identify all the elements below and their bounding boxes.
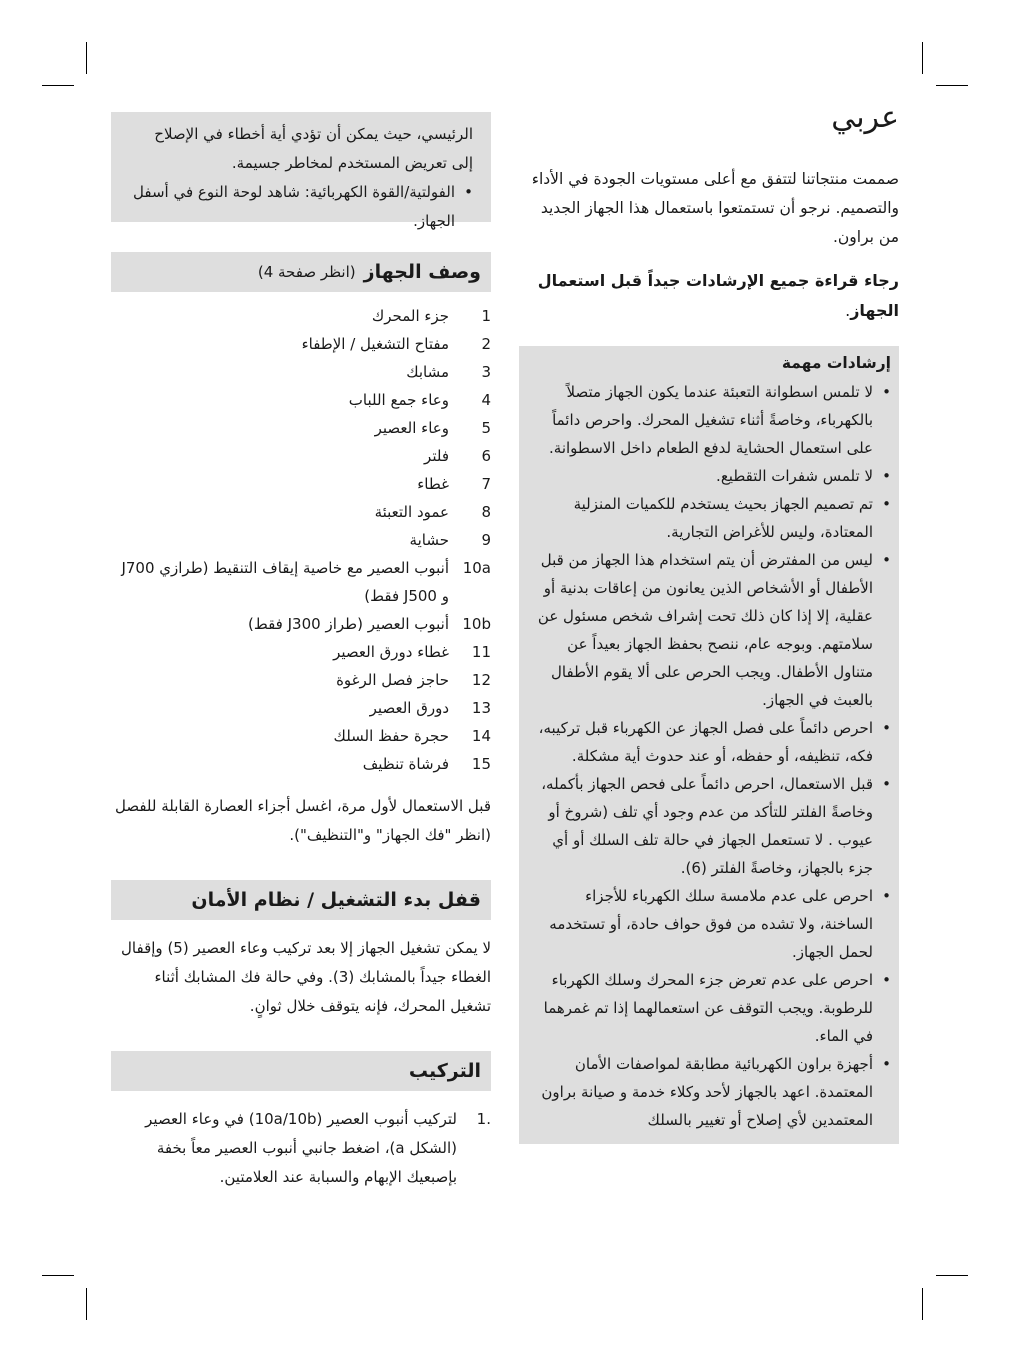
part-label: حجرة حفظ السلك — [333, 727, 449, 745]
part-label: وعاء جمع اللباب — [348, 391, 449, 409]
list-item: • قبل الاستعمال، احرص دائماً على فحص الجهاز بأكمله، وخاصةً الفلتر للتأكد من عدم وجود أي تلف (شروخ أو عيوب . لا تستعمل الجهاز في حالة تلف السلك أو أي جزء بالجهاز، وخاصةً الفلتر (6). — [527, 770, 891, 882]
part-number: 14 — [471, 727, 491, 745]
assembly-heading — [111, 1051, 491, 1091]
continued-list — [129, 178, 473, 236]
part-label: جزء المحرك — [371, 307, 449, 325]
list-item — [111, 330, 491, 358]
part-label: حاجز فصل الرغوة — [336, 671, 449, 689]
part-label: حشاية — [409, 531, 449, 549]
list-item — [111, 554, 491, 610]
part-number: 7 — [481, 475, 491, 493]
list-item — [111, 498, 491, 526]
crop-mark — [936, 85, 968, 86]
crop-mark — [922, 42, 923, 74]
part-label: فلتر — [424, 447, 449, 465]
part-number: 15 — [471, 755, 491, 773]
part-label: وعاء العصير — [374, 419, 449, 437]
description-title: وصف الجهاز — [363, 261, 481, 283]
list-item — [111, 638, 491, 666]
safety-title: قفل بدء التشغيل / نظام الأمان — [191, 889, 481, 911]
part-label: عمود التعبئة — [374, 503, 449, 521]
continued-instructions-box — [111, 112, 491, 230]
list-item — [111, 694, 491, 722]
list-item: • لا تلمس شفرات التقطيع. — [527, 462, 891, 490]
list-item: • لا تلمس اسطوانة التعبئة عندما يكون الجهاز متصلاً بالكهرباء، وخاصةً أثناء تشغيل المحرك. واحرص دائماً على استعمال الحشاية لدفع الطعام داخل الاسطوانة. — [527, 378, 891, 462]
list-item: • أجهزة براون الكهربائية مطابقة لمواصفات الأمان المعتمدة. اعهد بالجهاز لأحد وكلاء خدمة و صيانة براون المعتمدين لأي إصلاح أو تغيير بالسلك — [527, 1050, 891, 1134]
parts-list — [111, 302, 491, 778]
list-item: • احرص على عدم تعرض جزء المحرك وسلك الكهرباء للرطوبة. ويجب التوقف عن استعمالهما إذا تم غمرهما في الماء. — [527, 966, 891, 1050]
first-use-note: قبل الاستعمال لأول مرة، اغسل أجزاء العصارة القابلة للفصل (انظر "فك الجهاز" و"التنظيف"). — [114, 797, 491, 844]
part-number: 9 — [481, 531, 491, 549]
part-number: 5 — [481, 419, 491, 437]
list-item — [111, 750, 491, 778]
description-heading — [111, 252, 491, 292]
crop-mark — [922, 1288, 923, 1320]
important-instructions-box — [519, 346, 899, 1144]
list-item — [111, 358, 491, 386]
list-item: • احرص دائماً على فصل الجهاز عن الكهرباء قبل تركيبه، فكه، تنظيفه، أو حفظه، أو عند حدوث أية مشكلة. — [527, 714, 891, 770]
list-item — [111, 722, 491, 750]
part-label: فرشاة تنظيف — [362, 755, 449, 773]
part-number: 4 — [481, 391, 491, 409]
language-title: عربي — [831, 100, 899, 135]
continued-paragraph: الرئيسي، حيث يمكن أن تؤدي أية أخطاء في الإصلاح إلى تعريض المستخدم لمخاطر جسيمة. — [154, 125, 473, 172]
safety-paragraph: لا يمكن تشغيل الجهاز إلا بعد تركيب وعاء العصير (5) وإقفال الغطاء جيداً بالمشابك (3). وفي حالة فك المشابك أثناء تشغيل المحرك، فإنه يتوقف خلال ثوانٍ. — [121, 939, 491, 1015]
read-note-bold: رجاء قراءة جميع الإرشادات جيداً قبل استعمال الجهاز — [537, 271, 899, 320]
read-instructions-note — [519, 266, 899, 326]
list-item — [111, 666, 491, 694]
read-note-tail: . — [845, 301, 851, 320]
important-list — [527, 378, 891, 1134]
step-text: لتركيب أنبوب العصير (10a/10b) في وعاء العصير (الشكل a)، اضغط جانبي أنبوب العصير معاً بخفة بإصبعيك الإبهام والسبابة عند العلامتين. — [145, 1110, 457, 1186]
list-item — [111, 470, 491, 498]
part-label: أنبوب العصير مع خاصية إيقاف التنقيط (طرازي J700 و J500 فقط) — [121, 559, 449, 605]
list-item — [111, 414, 491, 442]
part-number: 1 — [481, 307, 491, 325]
left-column — [111, 112, 491, 1192]
assembly-steps — [111, 1105, 491, 1192]
list-item — [111, 386, 491, 414]
right-column — [519, 100, 899, 1144]
crop-mark — [936, 1275, 968, 1276]
crop-mark — [86, 1288, 87, 1320]
important-title: إرشادات مهمة — [781, 354, 891, 372]
part-label: مشابك — [406, 363, 449, 381]
part-number: 13 — [471, 699, 491, 717]
list-item — [111, 442, 491, 470]
list-item: • احرص على عدم ملامسة سلك الكهرباء للأجزاء الساخنة، ولا تشده من فوق حواف حادة، أو تستخدمه لحمل الجهاز. — [527, 882, 891, 966]
list-item — [111, 526, 491, 554]
part-number: 6 — [481, 447, 491, 465]
list-item — [111, 610, 491, 638]
list-item: • ليس من المفترض أن يتم استخدام هذا الجهاز من قبل الأطفال أو الأشخاص الذين يعانون من إعاقات بدنية أو عقلية، إلا إذا كان ذلك تحت إشراف شخص مسئول عن سلامتهم. وبوجه عام، ننصح بحفظ الجهاز بعيداً عن متناول الأطفال. ويجب الحرص على ألا يقوم الأطفال بالعبث في الجهاز. — [527, 546, 891, 714]
part-number: 11 — [471, 643, 491, 661]
part-number: 2 — [481, 335, 491, 353]
part-label: غطاء دورق العصير — [333, 643, 449, 661]
list-item: • تم تصميم الجهاز بحيث يستخدم للكميات المنزلية المعتادة، وليس للأغراض التجارية. — [527, 490, 891, 546]
assembly-title: التركيب — [408, 1060, 481, 1082]
part-number: 8 — [481, 503, 491, 521]
part-number: 3 — [481, 363, 491, 381]
part-label: دورق العصير — [369, 699, 449, 717]
part-label: مفتاح التشغيل / الإطفاء — [301, 335, 449, 353]
list-item — [111, 302, 491, 330]
step-number: .1 — [476, 1110, 491, 1128]
part-label: غطاء — [417, 475, 449, 493]
part-number: 10b — [462, 615, 491, 633]
crop-mark — [42, 1275, 74, 1276]
part-label: أنبوب العصير (طراز J300 فقط) — [248, 615, 449, 633]
list-item — [111, 1105, 491, 1192]
intro-paragraph: صممت منتجاتنا لتتفق مع أعلى مستويات الجودة في الأداء والتصميم. نرجو أن تستمتعوا باستعمال هذا الجهاز الجديد من براون. — [531, 170, 899, 246]
safety-heading — [111, 880, 491, 920]
part-number: 12 — [471, 671, 491, 689]
list-item: • الفولتية/القوة الكهربائية: شاهد لوحة النوع في أسفل الجهاز. — [129, 178, 473, 236]
description-subtitle: (انظر صفحة 4) — [257, 263, 356, 281]
crop-mark — [42, 85, 74, 86]
crop-mark — [86, 42, 87, 74]
part-number: 10a — [462, 559, 491, 577]
